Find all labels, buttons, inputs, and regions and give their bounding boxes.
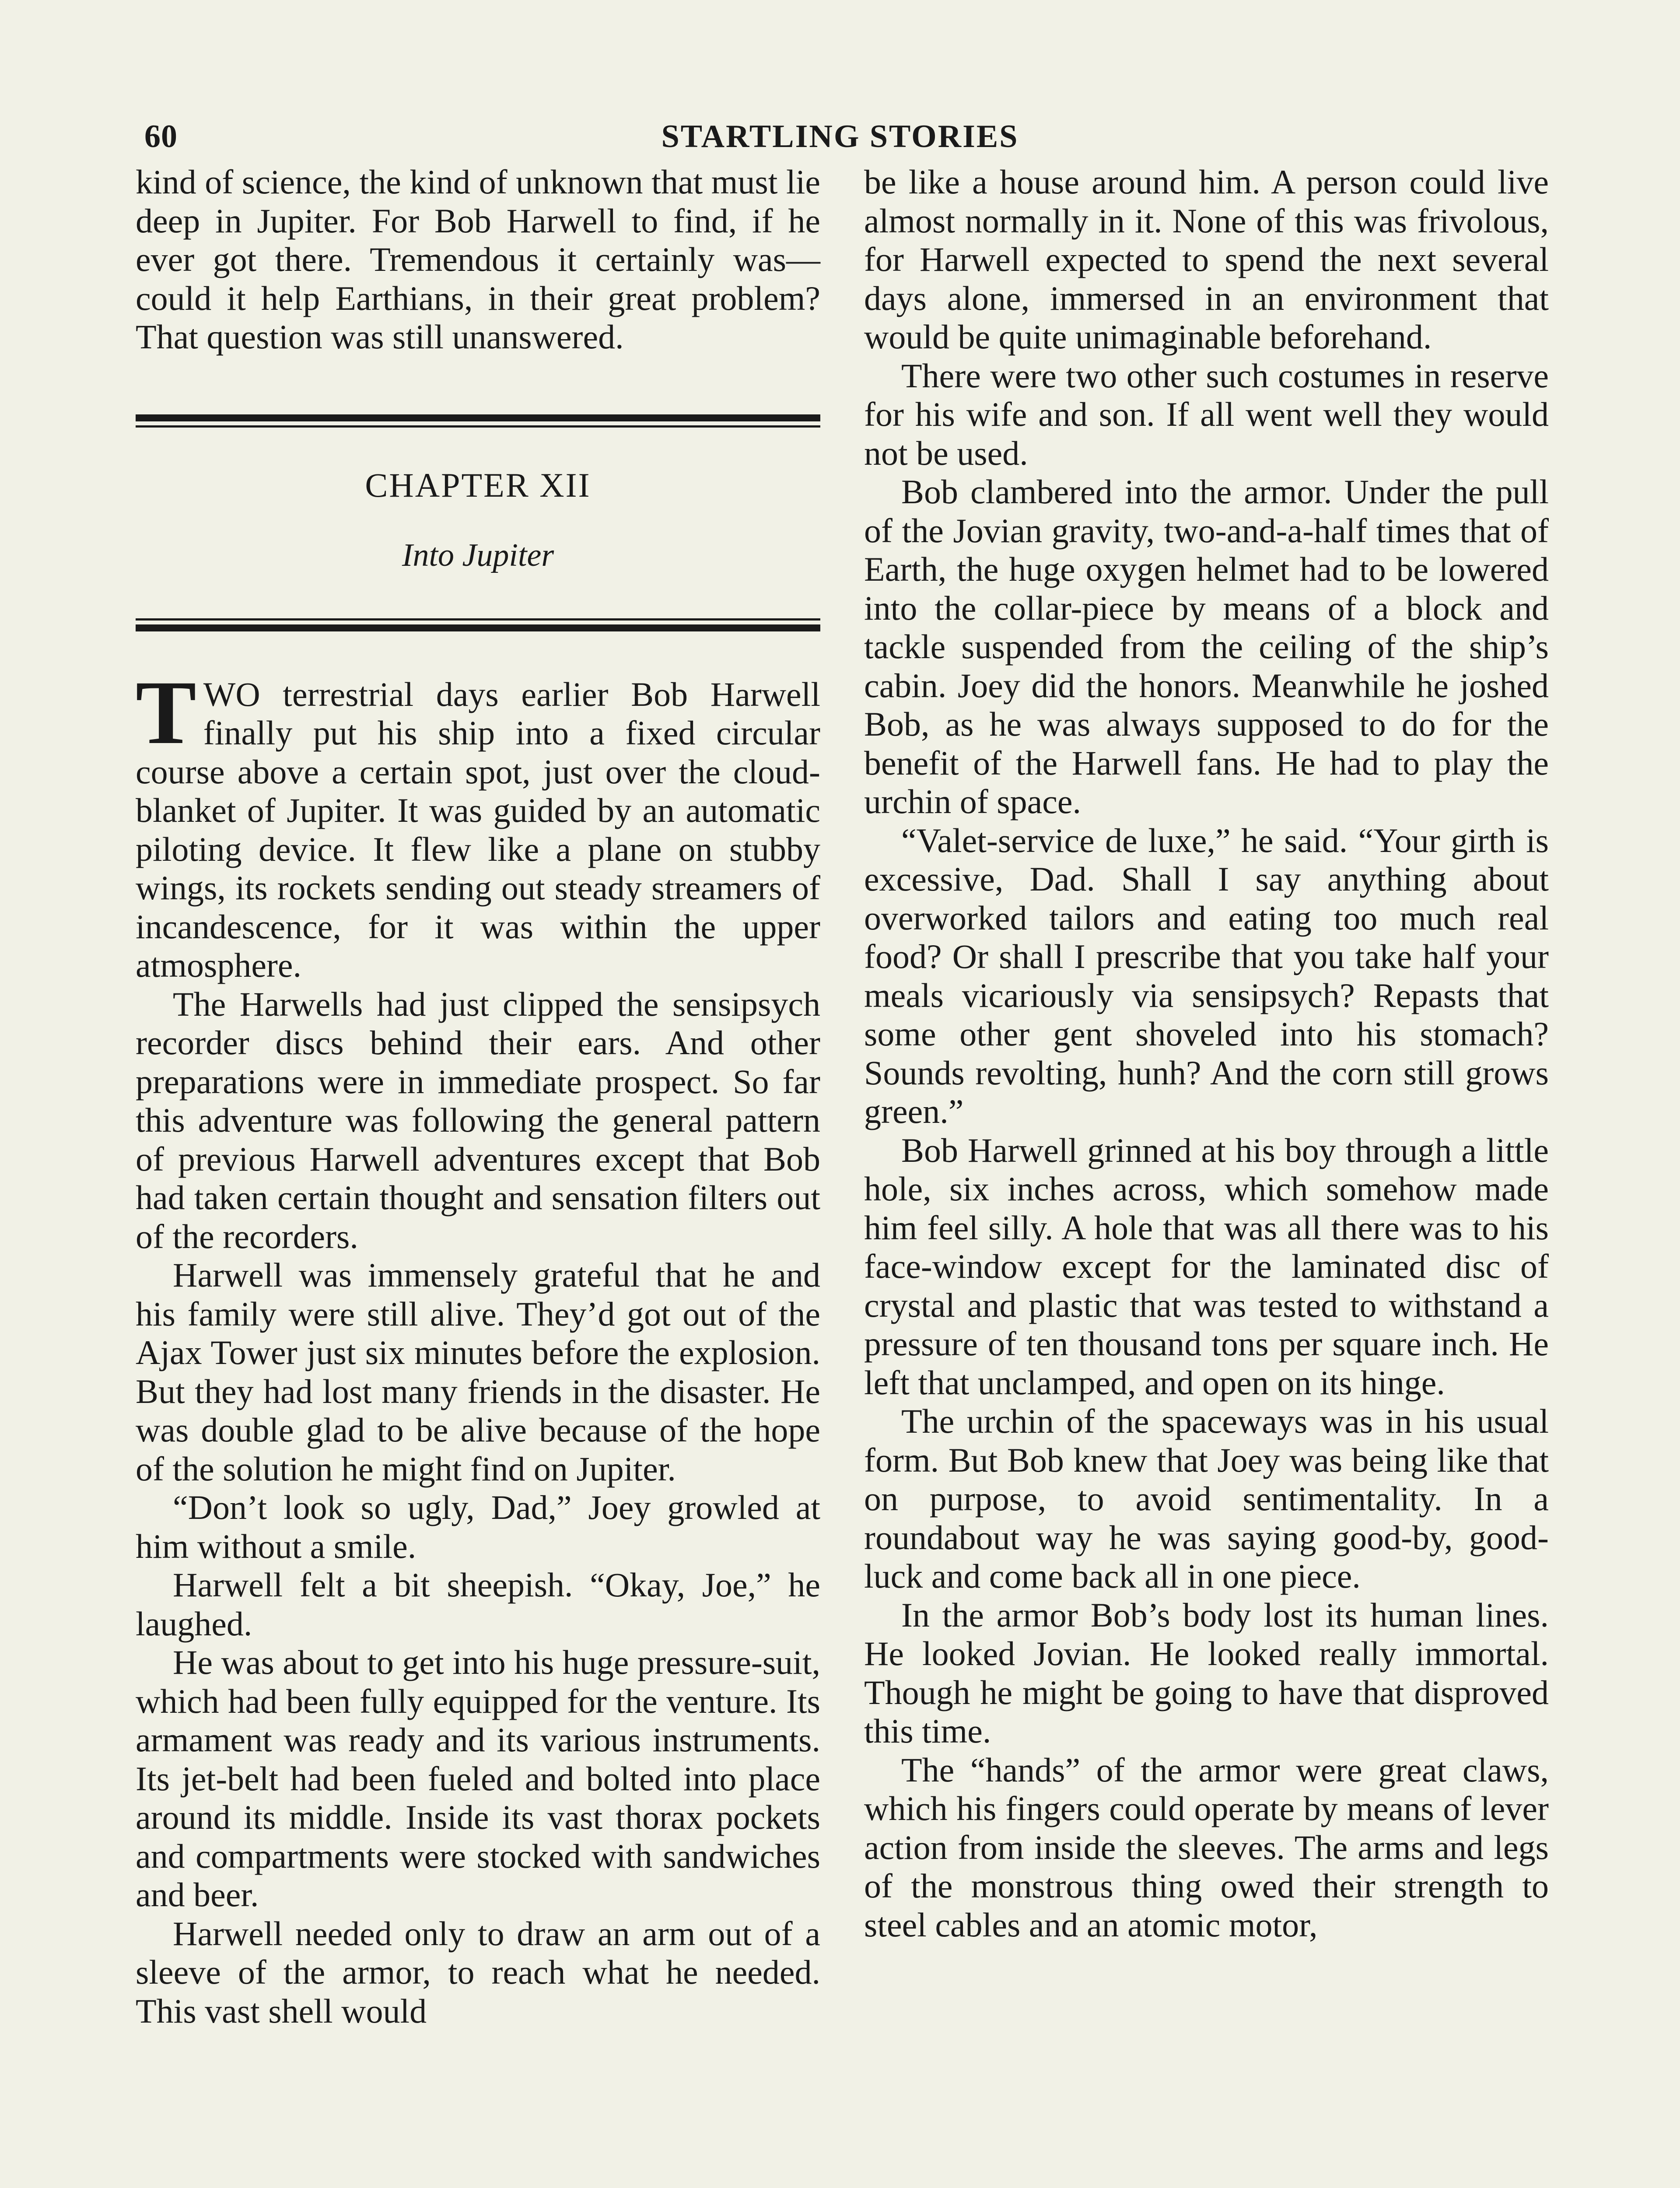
page-number: 60 bbox=[144, 119, 178, 154]
rule-thin bbox=[136, 618, 820, 621]
paragraph: There were two other such costumes in reserve for his wife and son. If all went well they would not be used. bbox=[864, 356, 1549, 472]
chapter-rule-bottom bbox=[136, 618, 820, 631]
paragraph-continued: be like a house around him. A person could live almost normally in it. None of this was frivolous, for Harwell expected to spend the next several days alone, immersed in an environment that would be quite unimaginable beforehand. bbox=[864, 163, 1549, 356]
paragraph: “Valet-service de luxe,” he said. “Your girth is excessive, Dad. Shall I say anything about overworked tailors and eating too much real food? Or shall I prescribe that you take half your meals vicariously via sensipsych? Repasts that some other gent shoveled into his stomach? Sounds revolting, hunh? And the corn still grows green.” bbox=[864, 821, 1549, 1130]
chapter-title: CHAPTER XII bbox=[365, 466, 591, 504]
paragraph: Harwell felt a bit sheepish. “Okay, Joe,” he laughed. bbox=[136, 1566, 820, 1643]
paragraph: The Harwells had just clipped the sensipsych recorder discs behind their ears. And other preparations were in immediate prospect. So far this adventure was following the general pattern of previous Harwell adventures except that Bob had taken certain thought and sensation filters out of the recorders. bbox=[136, 985, 820, 1255]
paragraph: He was about to get into his huge pressure-suit, which had been fully equipped for the venture. Its armament was ready and its various instruments. Its jet-belt had been fueled and bolted into place around its middle. Inside its vast thorax pockets and compartments were stocked with sandwiches and beer. bbox=[136, 1643, 820, 1914]
running-head: STARTLING STORIES bbox=[661, 119, 1019, 154]
paragraph: Bob clambered into the armor. Under the pull of the Jovian gravity, two-and-a-half times that of Earth, the huge oxygen helmet had to be lowered into the collar-piece by means of a block and tackle suspended from the ceiling of the ship’s cabin. Joey did the honors. Meanwhile he joshed Bob, as he was always supposed to do for the benefit of the Harwell fans. He had to play the urchin of space. bbox=[864, 473, 1549, 820]
left-column bbox=[136, 163, 820, 2030]
paragraph: Bob Harwell grinned at his boy through a little hole, six inches across, which somehow made him feel silly. A hole that was all there was to his face-window except for the laminated disc of crystal and plastic that was tested to withstand a pressure of ten thousand tons per square inch. He left that unclamped, and open on its hinge. bbox=[864, 1131, 1549, 1402]
paragraph: The “hands” of the armor were great claws, which his fingers could operate by means of lever action from inside the sleeves. The arms and legs of the monstrous thing owed their strength to steel cables and an atomic motor, bbox=[864, 1750, 1549, 1944]
paragraph: Harwell was immensely grateful that he and his family were still alive. They’d got out of the Ajax Tower just six minutes before the explosion. But they had lost many friends in the disaster. He was double glad to be alive because of the hope of the solution he might find on Jupiter. bbox=[136, 1256, 820, 1488]
paragraph: Harwell needed only to draw an arm out of a sleeve of the armor, to reach what he needed. This vast shell would bbox=[136, 1914, 820, 2030]
right-column bbox=[864, 163, 1549, 1944]
drop-cap: T bbox=[136, 662, 196, 763]
chapter-subtitle: Into Jupiter bbox=[402, 537, 554, 573]
rule-thin bbox=[136, 425, 820, 428]
rule-thick bbox=[136, 624, 820, 631]
chapter-rule-top bbox=[136, 414, 820, 428]
chapter-opening-paragraph bbox=[136, 662, 820, 985]
opening-text: WO terrestrial days earlier Bob Harwell finally put his ship into a fixed circular course above a certain spot, just over the cloud-blanket of Jupiter. It was guided by an automatic piloting device. It flew like a plane on stubby wings, its rockets sending out steady streamers of incandescence, for it was within the upper atmosphere. bbox=[136, 675, 820, 984]
paragraph-continued: kind of science, the kind of unknown that must lie deep in Jupiter. For Bob Harwell to find, if he ever got there. Tremendous it certainly was—could it help Earthians, in their great problem? That question was still unanswered. bbox=[136, 163, 820, 356]
rule-thick bbox=[136, 414, 820, 421]
paragraph: In the armor Bob’s body lost its human lines. He looked Jovian. He looked really immortal. Though he might be going to have that disproved this time. bbox=[864, 1595, 1549, 1750]
paragraph: “Don’t look so ugly, Dad,” Joey growled at him without a smile. bbox=[136, 1488, 820, 1565]
paragraph: The urchin of the spaceways was in his usual form. But Bob knew that Joey was being like that on purpose, to avoid sentimentality. In a roundabout way he was saying good-by, good-luck and come back all in one piece. bbox=[864, 1402, 1549, 1595]
